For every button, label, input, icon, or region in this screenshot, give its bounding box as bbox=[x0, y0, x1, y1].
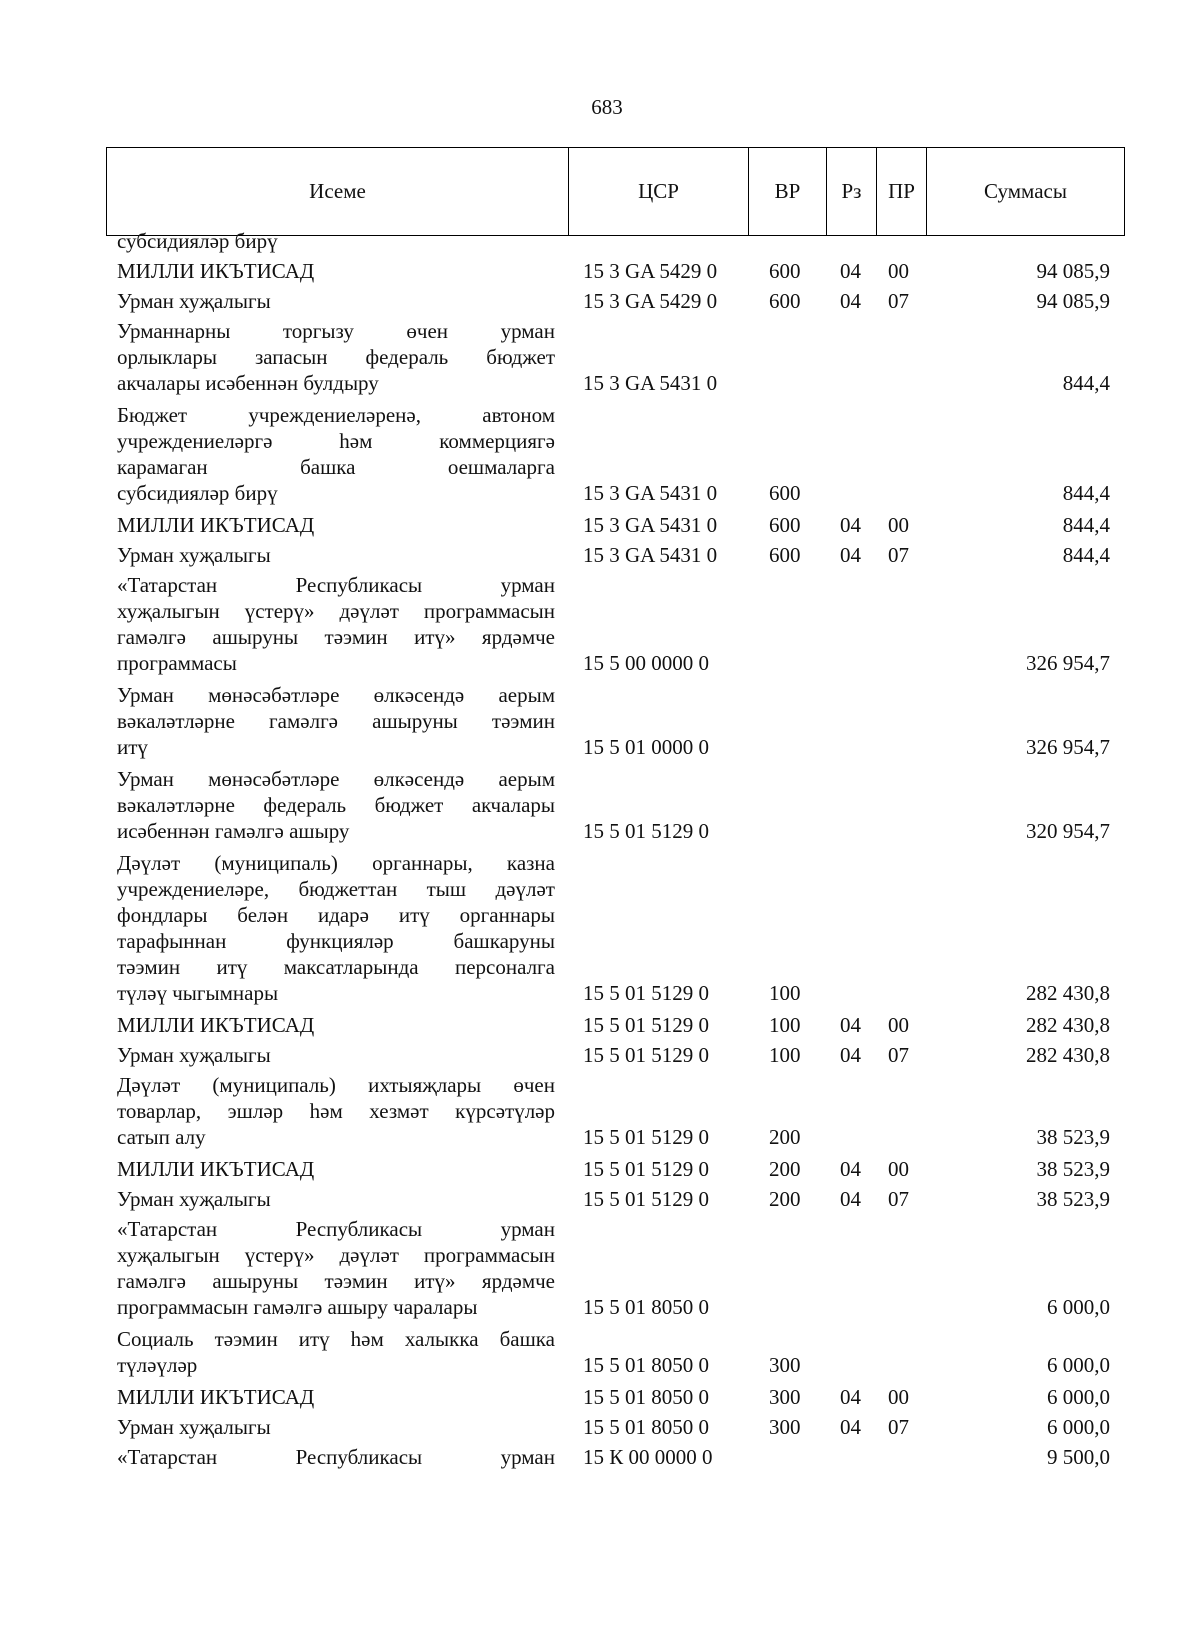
table-row bbox=[0, 1444, 1200, 1470]
row-vr: 100 bbox=[769, 1013, 801, 1037]
row-pr: 07 bbox=[888, 1043, 909, 1067]
row-pr: 07 bbox=[888, 543, 909, 567]
row-sum: 844,4 bbox=[1062, 481, 1110, 505]
row-pr: 00 bbox=[888, 259, 909, 283]
row-csr: 15 5 01 8050 0 bbox=[583, 1415, 709, 1439]
row-vr: 600 bbox=[769, 481, 801, 505]
row-rz: 04 bbox=[840, 513, 861, 537]
row-name-line: субсидияләр бирү bbox=[117, 229, 278, 253]
row-rz: 04 bbox=[840, 1385, 861, 1409]
row-name bbox=[117, 1216, 555, 1320]
row-name bbox=[117, 542, 555, 568]
row-rz: 04 bbox=[840, 1187, 861, 1211]
row-sum: 844,4 bbox=[1062, 371, 1110, 395]
row-csr: 15 5 01 5129 0 bbox=[583, 1187, 709, 1211]
row-sum: 9 500,0 bbox=[1047, 1445, 1110, 1469]
row-name-line: учреждениеләре, бюджеттан тыш дәүләт bbox=[117, 877, 555, 901]
row-name-line: вәкаләтләрне гамәлгә ашыруны тәэмин bbox=[117, 709, 555, 733]
column-header-name: Исеме bbox=[107, 148, 569, 236]
row-sum: 94 085,9 bbox=[1036, 259, 1110, 283]
row-sum: 94 085,9 bbox=[1036, 289, 1110, 313]
row-vr: 600 bbox=[769, 259, 801, 283]
table-row bbox=[0, 572, 1200, 676]
row-sum: 844,4 bbox=[1062, 513, 1110, 537]
row-name-line: сатып алу bbox=[117, 1125, 206, 1149]
row-sum: 282 430,8 bbox=[1026, 981, 1110, 1005]
row-name-line: МИЛЛИ ИКЪТИСАД bbox=[117, 259, 315, 283]
row-rz: 04 bbox=[840, 259, 861, 283]
row-rz: 04 bbox=[840, 289, 861, 313]
row-name-line: түләүләр bbox=[117, 1353, 198, 1377]
table-row bbox=[0, 1072, 1200, 1150]
table-row bbox=[0, 512, 1200, 538]
row-name-line: фондлары белән идарә итү органнары bbox=[117, 903, 555, 927]
row-name-line: исәбеннән гамәлгә ашыру bbox=[117, 819, 350, 843]
row-pr: 07 bbox=[888, 1187, 909, 1211]
row-name bbox=[117, 682, 555, 760]
row-name-line: Урман хуҗалыгы bbox=[117, 289, 271, 313]
row-vr: 200 bbox=[769, 1187, 801, 1211]
row-sum: 326 954,7 bbox=[1026, 735, 1110, 759]
row-rz: 04 bbox=[840, 1043, 861, 1067]
column-header-sum: Суммасы bbox=[927, 148, 1125, 236]
row-name-line: Урман мөнәсәбәтләре өлкәсендә аерым bbox=[117, 767, 555, 791]
table-row bbox=[0, 542, 1200, 568]
row-vr: 200 bbox=[769, 1157, 801, 1181]
row-name bbox=[117, 1042, 555, 1068]
row-name-line: Урман мөнәсәбәтләре өлкәсендә аерым bbox=[117, 683, 555, 707]
row-pr: 00 bbox=[888, 513, 909, 537]
row-name bbox=[117, 572, 555, 676]
table-row bbox=[0, 1216, 1200, 1320]
row-pr: 00 bbox=[888, 1157, 909, 1181]
row-pr: 07 bbox=[888, 289, 909, 313]
row-name-line: МИЛЛИ ИКЪТИСАД bbox=[117, 1385, 315, 1409]
table-row bbox=[0, 1042, 1200, 1068]
row-csr: 15 5 01 5129 0 bbox=[583, 1013, 709, 1037]
row-name bbox=[117, 318, 555, 396]
row-csr: 15 5 01 8050 0 bbox=[583, 1385, 709, 1409]
row-vr: 600 bbox=[769, 543, 801, 567]
row-pr: 00 bbox=[888, 1385, 909, 1409]
row-rz: 04 bbox=[840, 1013, 861, 1037]
table-row bbox=[0, 766, 1200, 844]
page-number: 683 bbox=[591, 95, 623, 119]
row-csr: 15 К 00 0000 0 bbox=[583, 1445, 713, 1469]
row-csr: 15 3 GA 5431 0 bbox=[583, 481, 718, 505]
row-rz: 04 bbox=[840, 1157, 861, 1181]
row-vr: 300 bbox=[769, 1415, 801, 1439]
row-name-line: МИЛЛИ ИКЪТИСАД bbox=[117, 1157, 315, 1181]
row-name-line: итү bbox=[117, 735, 148, 759]
column-header-rz: Рз bbox=[827, 148, 877, 236]
row-name-line: Дәүләт (муниципаль) органнары, казна bbox=[117, 851, 555, 875]
row-name-line: МИЛЛИ ИКЪТИСАД bbox=[117, 513, 315, 537]
row-name-line: «Татарстан Республикасы урман bbox=[117, 1445, 555, 1469]
row-name bbox=[117, 1326, 555, 1378]
table-row bbox=[0, 1156, 1200, 1182]
row-name-line: вәкаләтләрне федераль бюджет акчалары bbox=[117, 793, 555, 817]
row-csr: 15 5 01 5129 0 bbox=[583, 981, 709, 1005]
row-csr: 15 3 GA 5431 0 bbox=[583, 371, 718, 395]
row-rz: 04 bbox=[840, 543, 861, 567]
row-name-line: Урман хуҗалыгы bbox=[117, 1043, 271, 1067]
row-vr: 600 bbox=[769, 289, 801, 313]
table-row bbox=[0, 1012, 1200, 1038]
row-name-line: МИЛЛИ ИКЪТИСАД bbox=[117, 1013, 315, 1037]
row-name-line: Дәүләт (муниципаль) ихтыяҗлары өчен bbox=[117, 1073, 555, 1097]
row-csr: 15 5 01 8050 0 bbox=[583, 1295, 709, 1319]
row-csr: 15 3 GA 5429 0 bbox=[583, 289, 718, 313]
row-csr: 15 5 01 5129 0 bbox=[583, 819, 709, 843]
table-row bbox=[0, 1414, 1200, 1440]
row-csr: 15 5 00 0000 0 bbox=[583, 651, 709, 675]
row-name-line: программасы bbox=[117, 651, 237, 675]
row-csr: 15 5 01 5129 0 bbox=[583, 1043, 709, 1067]
row-name bbox=[117, 512, 555, 538]
table-row bbox=[0, 288, 1200, 314]
row-name bbox=[117, 402, 555, 506]
row-sum: 326 954,7 bbox=[1026, 651, 1110, 675]
row-name bbox=[117, 288, 555, 314]
row-sum: 320 954,7 bbox=[1026, 819, 1110, 843]
row-name-line: Бюджет учреждениеләренә, автоном bbox=[117, 403, 555, 427]
row-sum: 38 523,9 bbox=[1036, 1157, 1110, 1181]
table-row bbox=[0, 402, 1200, 506]
row-vr: 100 bbox=[769, 981, 801, 1005]
row-name bbox=[117, 1012, 555, 1038]
row-name bbox=[117, 1186, 555, 1212]
row-name-line: Урманнарны торгызу өчен урман bbox=[117, 319, 555, 343]
row-name bbox=[117, 1384, 555, 1410]
row-name bbox=[117, 228, 555, 254]
row-name bbox=[117, 258, 555, 284]
row-pr: 07 bbox=[888, 1415, 909, 1439]
row-sum: 282 430,8 bbox=[1026, 1013, 1110, 1037]
row-sum: 6 000,0 bbox=[1047, 1295, 1110, 1319]
row-name-line: товарлар, эшләр һәм хезмәт күрсәтүләр bbox=[117, 1099, 555, 1123]
table-row bbox=[0, 1186, 1200, 1212]
row-csr: 15 5 01 5129 0 bbox=[583, 1157, 709, 1181]
column-header-csr: ЦСР bbox=[569, 148, 749, 236]
row-name-line: Урман хуҗалыгы bbox=[117, 1187, 271, 1211]
row-name-line: орлыклары запасын федераль бюджет bbox=[117, 345, 555, 369]
row-csr: 15 5 01 8050 0 bbox=[583, 1353, 709, 1377]
row-vr: 100 bbox=[769, 1043, 801, 1067]
row-sum: 38 523,9 bbox=[1036, 1125, 1110, 1149]
row-name-line: Урман хуҗалыгы bbox=[117, 1415, 271, 1439]
row-name-line: түләү чыгымнары bbox=[117, 981, 279, 1005]
row-name-line: Социаль тәэмин итү һәм халыкка башка bbox=[117, 1327, 555, 1351]
row-name-line: тарафыннан функцияләр башкаруны bbox=[117, 929, 555, 953]
column-header-vr: ВР bbox=[749, 148, 827, 236]
column-header-pr: ПР bbox=[877, 148, 927, 236]
row-name bbox=[117, 850, 555, 1006]
row-vr: 200 bbox=[769, 1125, 801, 1149]
row-sum: 6 000,0 bbox=[1047, 1415, 1110, 1439]
row-csr: 15 5 01 0000 0 bbox=[583, 735, 709, 759]
row-name-line: хуҗалыгын үстерү» дәүләт программасын bbox=[117, 599, 555, 623]
row-name-line: гамәлгә ашыруны тәэмин итү» ярдәмче bbox=[117, 1269, 555, 1293]
row-name-line: тәэмин итү максатларында персоналга bbox=[117, 955, 555, 979]
row-sum: 6 000,0 bbox=[1047, 1353, 1110, 1377]
row-name-line: акчалары исәбеннән булдыру bbox=[117, 371, 379, 395]
row-csr: 15 3 GA 5431 0 bbox=[583, 543, 718, 567]
row-pr: 00 bbox=[888, 1013, 909, 1037]
row-name bbox=[117, 1414, 555, 1440]
row-sum: 6 000,0 bbox=[1047, 1385, 1110, 1409]
row-sum: 844,4 bbox=[1062, 543, 1110, 567]
row-name-line: Урман хуҗалыгы bbox=[117, 543, 271, 567]
row-name-line: учреждениеләргә һәм коммерциягә bbox=[117, 429, 555, 453]
row-name bbox=[117, 1444, 555, 1470]
row-vr: 300 bbox=[769, 1353, 801, 1377]
row-name-line: карамаган башка оешмаларга bbox=[117, 455, 555, 479]
row-name-line: «Татарстан Республикасы урман bbox=[117, 573, 555, 597]
table-row bbox=[0, 682, 1200, 760]
row-vr: 300 bbox=[769, 1385, 801, 1409]
row-sum: 38 523,9 bbox=[1036, 1187, 1110, 1211]
table-row bbox=[0, 258, 1200, 284]
row-name bbox=[117, 766, 555, 844]
row-name bbox=[117, 1072, 555, 1150]
row-name-line: субсидияләр бирү bbox=[117, 481, 278, 505]
row-sum: 282 430,8 bbox=[1026, 1043, 1110, 1067]
table-row bbox=[0, 228, 1200, 254]
table-row bbox=[0, 850, 1200, 1006]
row-name-line: программасын гамәлгә ашыру чаралары bbox=[117, 1295, 478, 1319]
table-row bbox=[0, 1384, 1200, 1410]
row-name-line: хуҗалыгын үстерү» дәүләт программасын bbox=[117, 1243, 555, 1267]
row-rz: 04 bbox=[840, 1415, 861, 1439]
row-vr: 600 bbox=[769, 513, 801, 537]
row-name bbox=[117, 1156, 555, 1182]
row-name-line: гамәлгә ашыруны тәэмин итү» ярдәмче bbox=[117, 625, 555, 649]
row-csr: 15 5 01 5129 0 bbox=[583, 1125, 709, 1149]
table-row bbox=[0, 1326, 1200, 1378]
row-name-line: «Татарстан Республикасы урман bbox=[117, 1217, 555, 1241]
table-row bbox=[0, 318, 1200, 396]
row-csr: 15 3 GA 5431 0 bbox=[583, 513, 718, 537]
row-csr: 15 3 GA 5429 0 bbox=[583, 259, 718, 283]
